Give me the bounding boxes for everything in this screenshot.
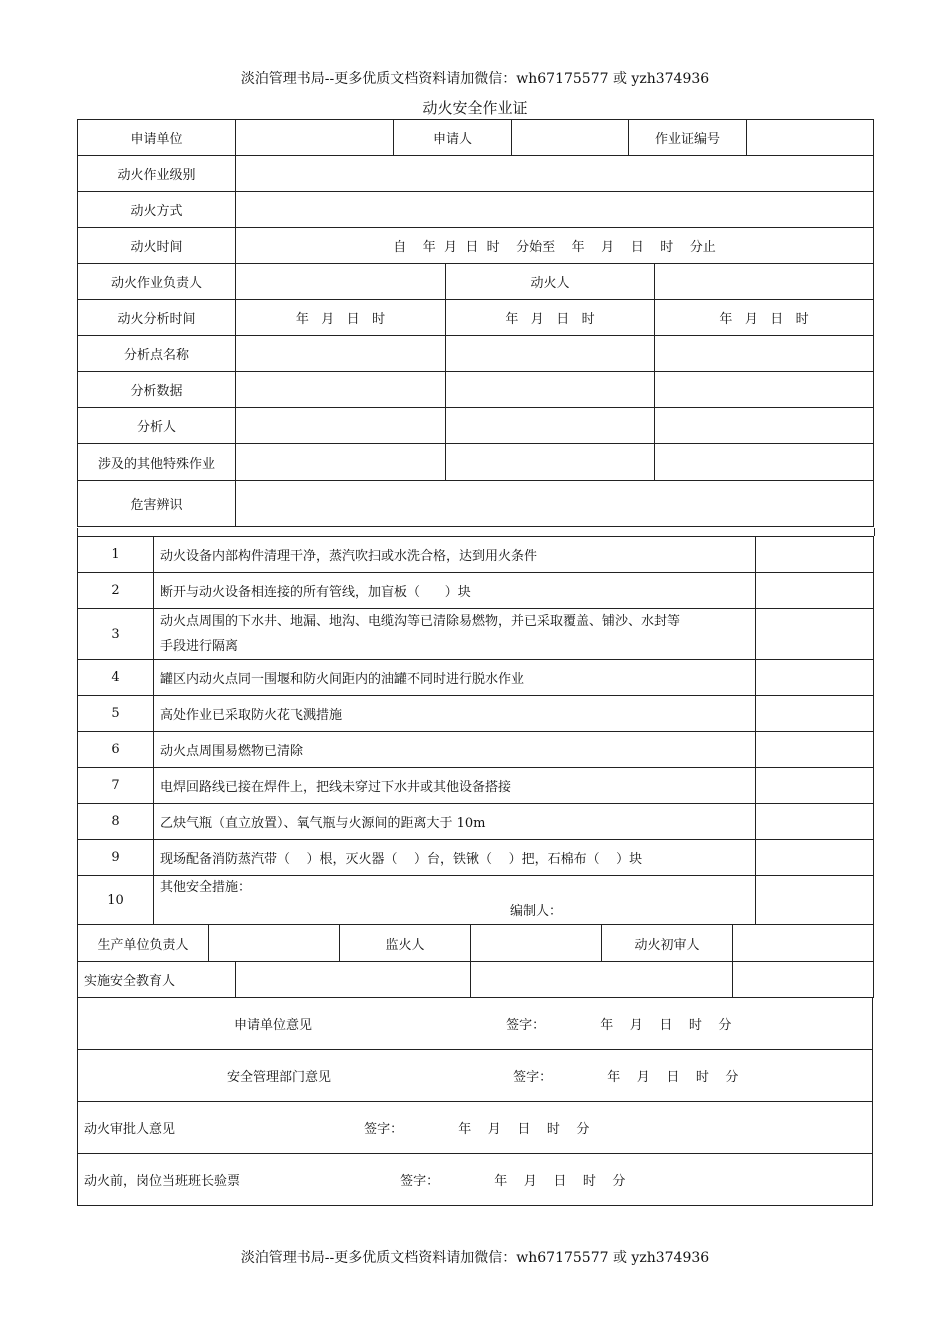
analysis-data-3[interactable] xyxy=(655,372,874,408)
measure-no: 10 xyxy=(78,876,154,925)
measure-text xyxy=(154,609,756,660)
datetime-text: 年 月 日 时 分 xyxy=(458,1122,590,1137)
measure-check-field[interactable] xyxy=(756,804,874,840)
analysis-time-2[interactable]: 年 月 日 时 xyxy=(446,300,655,336)
measure-text: 断开与动火设备相连接的所有管线，加盲板（ ）块 xyxy=(154,573,756,609)
shift-check-label: 动火前，岗位当班班长验票 xyxy=(84,1174,241,1189)
approver-row[interactable] xyxy=(78,1102,873,1154)
analysis-point-label: 分析点名称 xyxy=(78,336,236,372)
measure-text: 罐区内动火点同一围堰和防火间距内的油罐不同时进行脱水作业 xyxy=(154,660,756,696)
work-level-label: 动火作业级别 xyxy=(78,156,236,192)
applicant-opinion-label: 申请单位意见 xyxy=(234,1018,313,1033)
safety-dept-row[interactable] xyxy=(78,1050,873,1102)
responsible-field[interactable] xyxy=(236,264,446,300)
analysis-data-1[interactable] xyxy=(236,372,446,408)
analyst-3[interactable] xyxy=(655,408,874,444)
analysis-time-1[interactable]: 年 月 日 时 xyxy=(236,300,446,336)
measure-text xyxy=(154,876,756,925)
time-range-field[interactable]: 自 年 月 日 时 分始至 年 月 日 时 分止 xyxy=(236,228,874,264)
measure-text: 乙炔气瓶（直立放置）、氧气瓶与火源间的距离大于 10m xyxy=(154,804,756,840)
analysis-point-1[interactable] xyxy=(236,336,446,372)
header-watermark: 淡泊管理书局--更多优质文档资料请加微信：wh67175577 或 yzh374936 xyxy=(240,71,710,87)
analysis-data-2[interactable] xyxy=(446,372,655,408)
time-label: 动火时间 xyxy=(78,228,236,264)
other-special-2[interactable] xyxy=(446,444,655,481)
measure-text: 电焊回路线已接在焊件上，把线未穿过下水井或其他设备搭接 xyxy=(154,768,756,804)
measure-check-field[interactable] xyxy=(756,840,874,876)
datetime-text: 年 月 日 时 分 xyxy=(607,1070,739,1085)
personnel-table xyxy=(77,924,874,998)
applicant-field[interactable] xyxy=(512,120,629,156)
sign-label: 签字： xyxy=(400,1174,440,1189)
initial-reviewer-label: 动火初审人 xyxy=(602,925,733,962)
section-gap xyxy=(77,528,875,536)
safety-educator-field-2[interactable] xyxy=(471,962,733,998)
method-field[interactable] xyxy=(236,192,874,228)
measure-check-field[interactable] xyxy=(756,609,874,660)
analysis-point-3[interactable] xyxy=(655,336,874,372)
permit-no-label: 作业证编号 xyxy=(629,120,747,156)
footer-watermark: 淡泊管理书局--更多优质文档资料请加微信：wh67175577 或 yzh374936 xyxy=(240,1250,710,1266)
fire-watch-field[interactable] xyxy=(471,925,602,962)
measure-check-field[interactable] xyxy=(756,537,874,573)
measure-no: 3 xyxy=(78,609,154,660)
analysis-time-3[interactable]: 年 月 日 时 xyxy=(655,300,874,336)
safety-educator-label: 实施安全教育人 xyxy=(78,962,236,998)
production-leader-field[interactable] xyxy=(209,925,340,962)
analysis-point-2[interactable] xyxy=(446,336,655,372)
measure-check-field[interactable] xyxy=(756,732,874,768)
opinions-table xyxy=(77,997,873,1206)
measure-no: 5 xyxy=(78,696,154,732)
safety-dept-label: 安全管理部门意见 xyxy=(227,1070,332,1085)
measure-check-field[interactable] xyxy=(756,876,874,925)
sign-label: 签字： xyxy=(506,1018,546,1033)
datetime-text: 年 月 日 时 分 xyxy=(600,1018,732,1033)
measure-text: 高处作业已采取防火花飞溅措施 xyxy=(154,696,756,732)
other-special-3[interactable] xyxy=(655,444,874,481)
approver-label: 动火审批人意见 xyxy=(84,1122,176,1137)
responsible-label: 动火作业负责人 xyxy=(78,264,236,300)
operator-label: 动火人 xyxy=(446,264,655,300)
method-label: 动火方式 xyxy=(78,192,236,228)
measure-text: 动火设备内部构件清理干净，蒸汽吹扫或水洗合格，达到用火条件 xyxy=(154,537,756,573)
work-level-field[interactable] xyxy=(236,156,874,192)
other-special-1[interactable] xyxy=(236,444,446,481)
fire-watch-label: 监火人 xyxy=(340,925,471,962)
analysis-time-label: 动火分析时间 xyxy=(78,300,236,336)
hazard-field[interactable] xyxy=(236,481,874,527)
datetime-text: 年 月 日 时 分 xyxy=(494,1174,626,1189)
applicant-opinion-row[interactable] xyxy=(78,998,873,1050)
applicant-unit-label: 申请单位 xyxy=(78,120,236,156)
sign-label: 签字： xyxy=(364,1122,404,1137)
measure-no: 2 xyxy=(78,573,154,609)
analyst-label: 分析人 xyxy=(78,408,236,444)
safety-measures-table xyxy=(77,536,874,925)
measure-text-line: 动火点周围的下水井、地漏、地沟、电缆沟等已清除易燃物，并已采取覆盖、铺沙、水封等 xyxy=(160,614,681,629)
measure-check-field[interactable] xyxy=(756,768,874,804)
permit-no-field[interactable] xyxy=(747,120,874,156)
other-special-label: 涉及的其他特殊作业 xyxy=(78,444,236,481)
measure-text: 动火点周围易燃物已清除 xyxy=(154,732,756,768)
measure-check-field[interactable] xyxy=(756,573,874,609)
initial-reviewer-field[interactable] xyxy=(733,925,874,962)
hazard-label: 危害辨识 xyxy=(78,481,236,527)
applicant-label: 申请人 xyxy=(394,120,512,156)
shift-check-row[interactable] xyxy=(78,1154,873,1206)
permit-info-table xyxy=(77,119,874,527)
safety-educator-field-3[interactable] xyxy=(733,962,874,998)
analysis-data-label: 分析数据 xyxy=(78,372,236,408)
preparer-label: 编制人： xyxy=(510,904,563,919)
measure-no: 7 xyxy=(78,768,154,804)
production-leader-label: 生产单位负责人 xyxy=(78,925,209,962)
measure-text: 现场配备消防蒸汽带（ ）根，灭火器（ ）台，铁锹（ ）把，石棉布（ ）块 xyxy=(154,840,756,876)
document-title: 动火安全作业证 xyxy=(422,99,528,117)
applicant-unit-field[interactable] xyxy=(236,120,394,156)
measure-no: 9 xyxy=(78,840,154,876)
measure-no: 4 xyxy=(78,660,154,696)
measure-check-field[interactable] xyxy=(756,696,874,732)
safety-educator-field[interactable] xyxy=(236,962,471,998)
sign-label: 签字： xyxy=(513,1070,553,1085)
analyst-1[interactable] xyxy=(236,408,446,444)
measure-check-field[interactable] xyxy=(756,660,874,696)
measure-no: 1 xyxy=(78,537,154,573)
measure-text-line: 手段进行隔离 xyxy=(160,639,239,654)
measure-no: 6 xyxy=(78,732,154,768)
analyst-2[interactable] xyxy=(446,408,655,444)
operator-field[interactable] xyxy=(655,264,874,300)
other-measures-label: 其他安全措施： xyxy=(160,880,252,895)
measure-no: 8 xyxy=(78,804,154,840)
